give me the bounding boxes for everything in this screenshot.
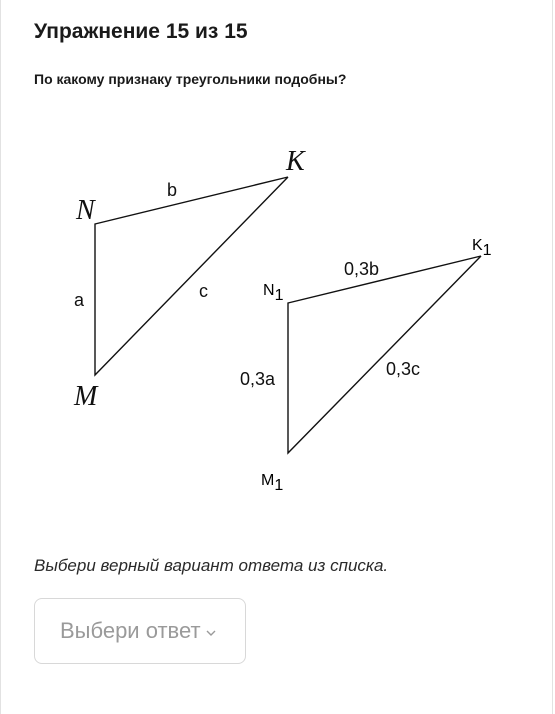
vertex-m1-letter: M [261,472,275,489]
vertex-k1-subscript: 1 [482,242,492,259]
triangle-m1n1k1-outline [288,256,481,453]
vertex-k1-letter: K [472,237,483,254]
vertex-n-label: N [76,195,95,226]
question-text: По какому признаку треугольники подобны? [34,71,347,87]
triangle-m1n1k1 [240,237,492,494]
answer-select[interactable] [34,598,246,664]
vertex-n1-label [263,282,284,304]
exercise-title: Упражнение 15 из 15 [34,20,248,43]
side-mk-label: c [199,281,208,301]
triangles-figure [1,130,555,500]
vertex-m1-subscript: 1 [274,477,284,494]
side-nm-label: a [74,290,85,310]
vertex-m1-label [261,472,283,494]
answer-select-placeholder: Выбери ответ [60,618,201,643]
side-n1k1-label: 0,3b [344,259,380,279]
vertex-k-label: K [286,146,305,177]
side-nk-label: b [167,180,178,200]
vertex-n1-subscript: 1 [274,287,284,304]
side-m1k1-label: 0,3c [386,359,421,379]
vertex-k1-label [472,237,492,259]
vertex-n1-letter: N [263,282,275,299]
side-n1m1-label: 0,3a [240,369,276,389]
chevron-down-icon [205,627,217,639]
vertex-m-label: M [74,381,98,412]
triangle-mnk-outline [95,177,288,375]
answer-instruction: Выбери верный вариант ответа из списка. [34,556,389,575]
